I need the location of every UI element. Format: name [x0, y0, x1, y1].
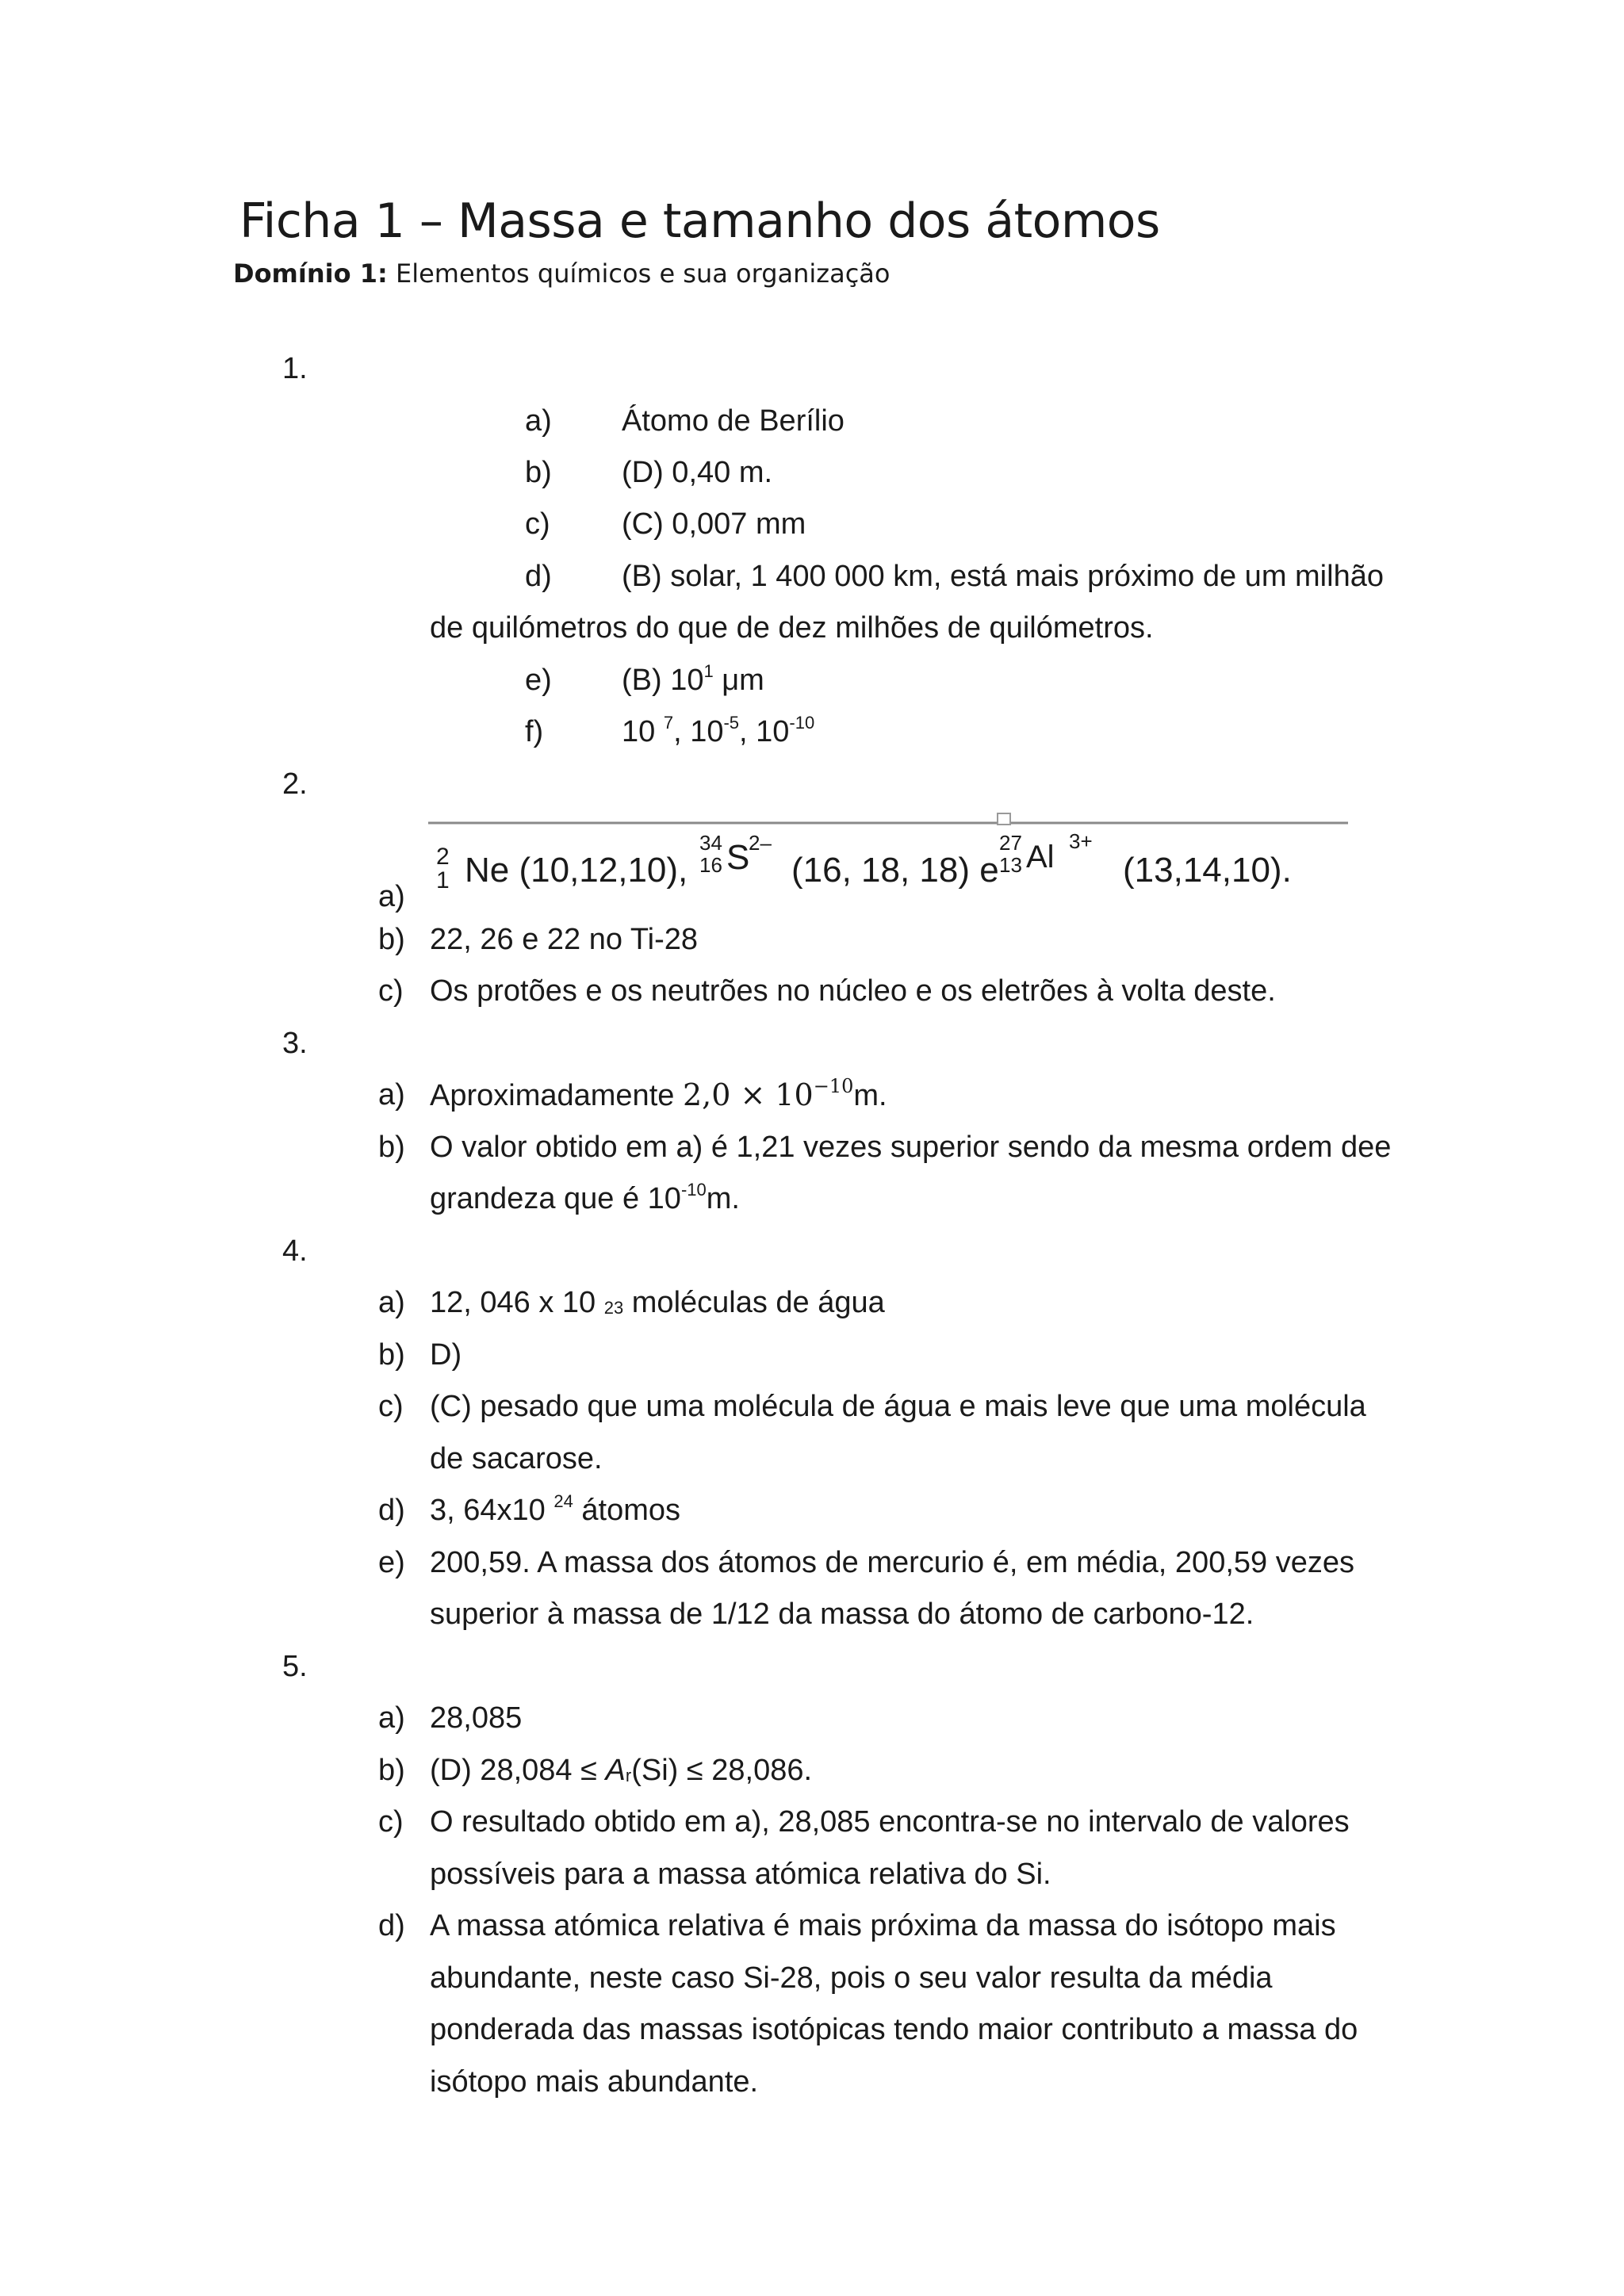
- text-part: m.: [853, 1079, 887, 1112]
- item-text-continuation: ponderada das massas isotópicas tendo maior contributo a massa do: [430, 2013, 1358, 2046]
- item-text: (D) 0,40 m.: [622, 456, 773, 489]
- al-text: (13,14,10).: [1123, 851, 1292, 890]
- item-label: b): [525, 456, 552, 489]
- al-charge: 3+: [1069, 829, 1093, 853]
- item-label: a): [525, 404, 552, 438]
- ne-mass-number: 2: [436, 844, 450, 870]
- item-text: [430, 1284, 885, 1321]
- item-label: d): [378, 1494, 405, 1527]
- item-label: c): [378, 974, 404, 1008]
- text-part: (D) 28,084 ≤: [430, 1754, 606, 1787]
- image-handle-icon: [998, 813, 1010, 825]
- item-label: c): [525, 507, 550, 541]
- text-part: átomos: [573, 1494, 680, 1527]
- italic-symbol: A: [605, 1754, 626, 1787]
- text-part: 12, 046 x 10: [430, 1286, 604, 1319]
- item-text: 22, 26 e 22 no Ti-28: [430, 923, 699, 956]
- item-text: [622, 662, 764, 698]
- item-label: b): [378, 923, 405, 956]
- superscript: -10: [789, 713, 815, 733]
- page-subtitle: [233, 258, 890, 289]
- item-text-continuation: [430, 1181, 740, 1217]
- subtitle-rest: Elementos químicos e sua organização: [387, 258, 891, 289]
- superscript: -5: [723, 713, 740, 733]
- item-text-continuation: isótopo mais abundante.: [430, 2065, 759, 2099]
- item-text-continuation: de quilómetros do que de dez milhões de quilómetros.: [430, 611, 1154, 645]
- item-label: a): [378, 1286, 405, 1319]
- item-text: A massa atómica relativa é mais próxima da massa do isótopo mais: [430, 1909, 1336, 1942]
- item-text: [430, 1077, 887, 1114]
- ne-text: Ne (10,12,10),: [465, 851, 688, 890]
- item-label: a): [378, 1701, 405, 1735]
- subtitle-bold: Domínio 1:: [233, 258, 388, 289]
- item-text: O resultado obtido em a), 28,085 encontra-se no intervalo de valores: [430, 1805, 1350, 1839]
- math-expression: 2,0 × 10: [682, 1077, 814, 1112]
- item-label: d): [525, 560, 552, 593]
- item-text: 28,085: [430, 1701, 523, 1735]
- text-part: grandeza que é 10: [430, 1182, 681, 1215]
- subscript: r: [625, 1766, 632, 1785]
- s-atomic-number: 16: [699, 853, 722, 877]
- item-text: (B) solar, 1 400 000 km, está mais próximo de um milhão: [622, 560, 1384, 593]
- page-title: Ficha 1 – Massa e tamanho dos átomos: [239, 193, 1160, 249]
- item-label: a): [378, 1078, 405, 1112]
- item-text: [622, 714, 814, 750]
- item-label: a): [378, 880, 405, 913]
- text-part: (Si) ≤ 28,086.: [631, 1754, 813, 1787]
- subscript: 23: [603, 1298, 624, 1318]
- text-part: μm: [713, 664, 764, 697]
- text-part: , 10: [673, 715, 724, 748]
- text-part: Aproximadamente: [430, 1079, 683, 1112]
- item-text-continuation: possíveis para a massa atómica relativa do Si.: [430, 1858, 1051, 1891]
- question-number: 1.: [282, 352, 308, 385]
- item-text-continuation: de sacarose.: [430, 1442, 603, 1475]
- s-text: (16, 18, 18) e: [791, 851, 999, 890]
- al-mass-number: 27: [999, 831, 1022, 855]
- question-number: 4.: [282, 1234, 308, 1268]
- isotope-formula-image: [428, 809, 1348, 896]
- item-label: b): [378, 1131, 405, 1164]
- text-part: m.: [706, 1182, 740, 1215]
- item-label: d): [378, 1909, 405, 1942]
- ne-atomic-number: 1: [436, 867, 450, 894]
- item-text: 200,59. A massa dos átomos de mercurio é, em média, 200,59 vezes: [430, 1546, 1354, 1579]
- s-mass-number: 34: [699, 831, 722, 855]
- item-label: c): [378, 1390, 404, 1423]
- item-text: (C) 0,007 mm: [622, 507, 806, 541]
- text-part: , 10: [739, 715, 790, 748]
- item-text: D): [430, 1338, 462, 1372]
- isotope-formula-svg: [428, 809, 1348, 896]
- item-text: (C) pesado que uma molécula de água e mais leve que uma molécula: [430, 1390, 1366, 1423]
- s-charge: 2–: [749, 831, 772, 855]
- text-part: 3, 64x10: [430, 1494, 554, 1527]
- item-text-continuation: abundante, neste caso Si-28, pois o seu valor resulta da média: [430, 1961, 1273, 1995]
- superscript: 24: [553, 1491, 573, 1511]
- superscript: -10: [680, 1180, 707, 1200]
- item-text: [430, 1752, 812, 1789]
- item-label: f): [525, 715, 544, 748]
- text-part: (B) 10: [622, 664, 704, 697]
- item-label: e): [525, 664, 552, 697]
- al-symbol: Al: [1026, 840, 1055, 874]
- question-number: 3.: [282, 1027, 308, 1060]
- item-text: Átomo de Berílio: [622, 404, 845, 438]
- text-part: moléculas de água: [623, 1286, 885, 1319]
- item-label: b): [378, 1338, 405, 1372]
- item-text: [430, 1492, 680, 1529]
- question-number: 2.: [282, 767, 308, 801]
- item-label: c): [378, 1805, 404, 1839]
- s-symbol: S: [726, 838, 750, 877]
- superscript: 7: [663, 713, 674, 733]
- superscript: 1: [703, 661, 714, 681]
- math-superscript: −10: [813, 1075, 854, 1097]
- question-number: 5.: [282, 1650, 308, 1683]
- item-text: O valor obtido em a) é 1,21 vezes superior sendo da mesma ordem dee: [430, 1131, 1392, 1164]
- item-text: Os protões e os neutrões no núcleo e os eletrões à volta deste.: [430, 974, 1276, 1008]
- text-part: 10: [622, 715, 664, 748]
- item-label: b): [378, 1754, 405, 1787]
- al-atomic-number: 13: [999, 853, 1022, 877]
- item-text-continuation: superior à massa de 1/12 da massa do átomo de carbono-12.: [430, 1598, 1254, 1631]
- item-label: e): [378, 1546, 405, 1579]
